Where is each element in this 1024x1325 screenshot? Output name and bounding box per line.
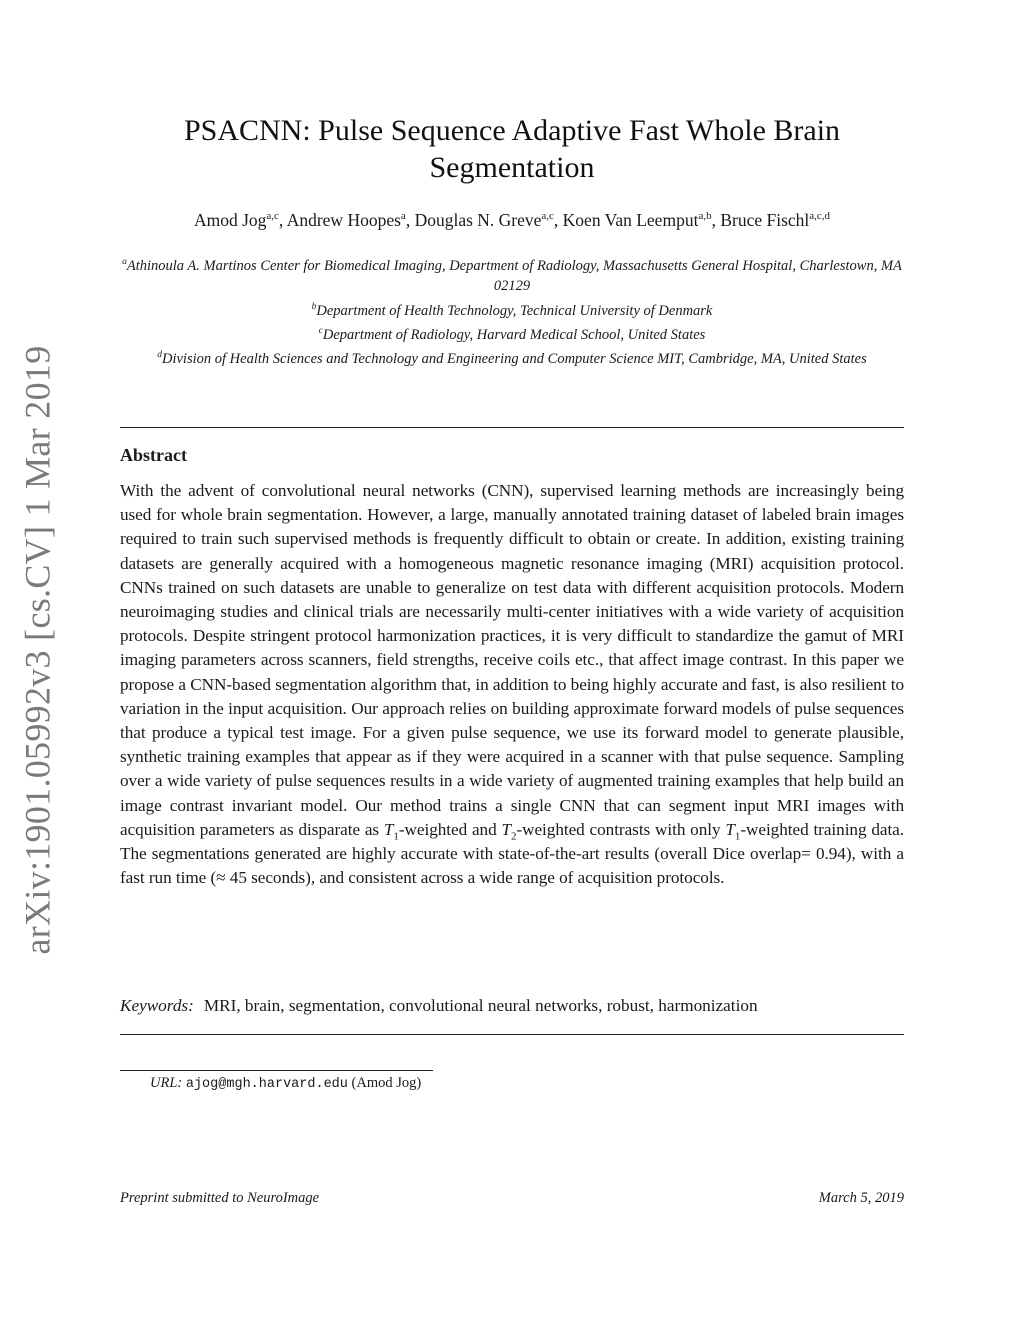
footnote-author-name: (Amod Jog) — [351, 1075, 422, 1091]
math-subscript: 2 — [510, 830, 517, 843]
author-name: Bruce Fischl — [720, 210, 810, 230]
affiliation-mark: b — [311, 301, 317, 312]
author-name: Andrew Hoopes — [286, 210, 401, 230]
abstract-bottom-rule — [120, 1034, 904, 1035]
affiliation-line — [120, 321, 904, 345]
abstract-heading: Abstract — [120, 445, 187, 465]
affiliation-line — [120, 297, 904, 321]
keywords-line — [120, 996, 904, 1016]
math-symbol: T — [383, 819, 394, 839]
abstract-body — [120, 479, 904, 890]
author-affil-mark: a — [400, 210, 406, 223]
abstract-top-rule — [120, 427, 904, 428]
affiliation-mark: c — [318, 326, 323, 337]
abstract-text: -weighted and — [398, 819, 502, 839]
footnote-url-label: URL: — [150, 1075, 183, 1091]
footnote — [150, 1075, 421, 1092]
arxiv-id-text: arXiv:1901.05992v3 [cs.CV] 1 Mar 2019 — [18, 345, 58, 955]
math-symbol: T — [501, 819, 511, 839]
abstract-text: With the advent of convolutional neural networks (CNN), supervised learning methods are increasingly being used for whole brain segmentation. However, a large, manually annotated training dataset of labeled brain images required to train such supervised methods is frequently difficult to obtain or create. In addition, existing training datasets are generally acquired with a homogeneous magnetic resonance imaging (MRI) acquisition protocol. CNNs trained on such datasets are unable to generalize on test data with different acquisition protocols. Modern neuroimaging studies and clinical trials are necessarily multi-center initiatives with a wide variety of acquisition protocols. Despite stringent protocol harmonization practices, it is very difficult to standardize the gamut of MRI imaging parameters across scanners, field strengths, receive coils etc., that affect image contrast. In this paper we propose a CNN-based segmentation algorithm that, in addition to being highly accurate and fast, is also resilient to variation in the input acquisition. Our approach relies on building approximate forward models of pulse sequences that produce a typical test image. For a given pulse sequence, we use its forward model to generate plausible, synthetic training examples that appear as if they were acquired in a scanner with that pulse sequence. Sampling over a wide variety of pulse sequences results in a wide variety of augmented training examples that help build an image contrast invariant model. Our method trains a single CNN that can segment input MRI images with acquisition parameters as disparate as — [120, 481, 904, 839]
footnote-email-link[interactable]: ajog@mgh.harvard.edu — [185, 1077, 348, 1092]
author-name: Koen Van Leemput — [562, 210, 699, 230]
keywords-label: Keywords: — [120, 996, 194, 1015]
math-subscript: 1 — [393, 830, 399, 843]
affiliation-text: Athinoula A. Martinos Center for Biomedical Imaging, Department of Radiology, Massachusetts General Hospital, Charlestown, MA 02129 — [126, 257, 902, 295]
affiliation-mark: a — [122, 257, 127, 267]
math-symbol: T — [725, 819, 735, 839]
affiliation-text: Division of Health Sciences and Technology and Engineering and Computer Science MIT, Cambridge, MA, United States — [162, 351, 867, 368]
author-name: Douglas N. Greve — [414, 210, 542, 230]
affiliation-line — [120, 345, 904, 369]
author-affil-mark: a,c — [266, 210, 279, 223]
affiliation-mark: d — [157, 350, 162, 361]
paper-title: PSACNN: Pulse Sequence Adaptive Fast Whole Brain Segmentation — [183, 114, 841, 184]
footer-date: March 5, 2019 — [818, 1190, 904, 1206]
footnote-rule — [120, 1070, 433, 1071]
affiliation-text: Department of Health Technology, Technical University of Denmark — [316, 302, 713, 319]
author-name: Amod Jog — [193, 210, 267, 230]
footer-journal: Preprint submitted to NeuroImage — [120, 1190, 320, 1206]
abstract-text: -weighted training data. The segmentations generated are highly accurate with state-of-the-art results (overall Dice overlap= 0.94), with a fast run time (≈ 45 seconds), and consistent across a wide range of acquisition protocols. — [120, 819, 904, 888]
author-affil-mark: a,c — [541, 210, 554, 223]
keywords-text: MRI, brain, segmentation, convolutional neural networks, robust, harmonization — [203, 996, 758, 1015]
abstract-text: -weighted contrasts with only — [516, 819, 726, 839]
affiliation-list — [120, 252, 904, 370]
arxiv-identifier-stamp — [8, 345, 68, 955]
affiliation-text: Department of Radiology, Harvard Medical School, United States — [322, 326, 706, 343]
author-affil-mark: a,b — [698, 210, 712, 223]
author-affil-mark: a,c,d — [809, 210, 831, 223]
author-list: Amod Jog$^{a,c}$, Andrew Hoopes$^a$, Douglas N. Greve$^{a,c}$, Koen Van Leemput$^{a,b}$, Bruce Fischl$^{a,c,d}$ — [193, 210, 831, 230]
math-subscript: 1 — [734, 830, 741, 843]
affiliation-line — [120, 252, 904, 297]
